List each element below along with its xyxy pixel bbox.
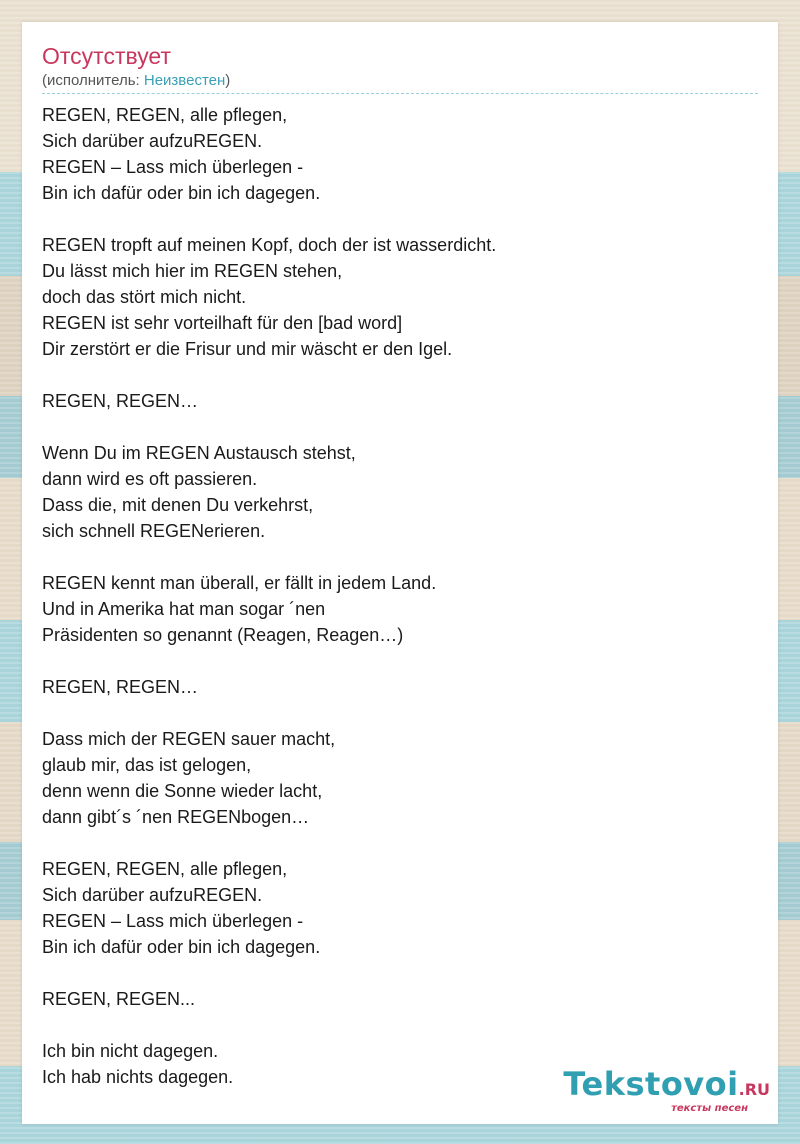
lyric-line: REGEN, REGEN, alle pflegen, [42, 859, 288, 879]
lyric-line: Ich hab nichts dagegen. [42, 1067, 234, 1087]
lyric-line [42, 414, 758, 440]
lyric-line: Und in Amerika hat man sogar ´nen [42, 599, 326, 619]
lyric-line: Du lässt mich hier im REGEN stehen, [42, 261, 343, 281]
title-divider [42, 93, 758, 94]
lyrics-card [22, 22, 778, 1124]
artist-suffix: ) [225, 72, 231, 89]
lyric-line: Wenn Du im REGEN Austausch stehst, [42, 443, 356, 463]
lyric-line: Präsidenten so genannt (Reagen, Reagen…) [42, 625, 404, 645]
lyric-line [42, 362, 758, 388]
lyric-line: Bin ich dafür oder bin ich dagegen. [42, 937, 321, 957]
lyric-line: Dass die, mit denen Du verkehrst, [42, 495, 314, 515]
lyric-line: Bin ich dafür oder bin ich dagegen. [42, 183, 321, 203]
lyric-line: REGEN – Lass mich überlegen - [42, 157, 304, 177]
lyric-line: REGEN, REGEN... [42, 989, 196, 1009]
artist-line [42, 72, 230, 90]
lyric-line: dann gibt´s ´nen REGENbogen… [42, 807, 310, 827]
lyric-line: dann wird es oft passieren. [42, 469, 258, 489]
site-logo[interactable] [563, 1067, 770, 1114]
lyric-line: REGEN – Lass mich überlegen - [42, 911, 304, 931]
lyric-line [42, 700, 758, 726]
lyric-line [42, 544, 758, 570]
lyric-line: Sich darüber aufzuREGEN. [42, 131, 263, 151]
logo-main-text: Tekstovoi [563, 1065, 739, 1103]
lyric-line: Ich bin nicht dagegen. [42, 1041, 219, 1061]
artist-link[interactable]: Неизвестен [143, 72, 226, 89]
lyric-line: glaub mir, das ist gelogen, [42, 755, 252, 775]
lyric-line [42, 206, 758, 232]
logo-wordmark [563, 1067, 770, 1107]
lyric-line: REGEN kennt man überall, er fällt in jedem Land. [42, 573, 437, 593]
logo-tagline: тексты песен [671, 1103, 748, 1114]
lyrics-body [42, 102, 758, 1090]
lyric-line [42, 830, 758, 856]
lyric-line: Dir zerstört er die Frisur und mir wäscht er den Igel. [42, 339, 453, 359]
lyric-line: Dass mich der REGEN sauer macht, [42, 729, 336, 749]
lyric-line [42, 1012, 758, 1038]
lyric-line: Sich darüber aufzuREGEN. [42, 885, 263, 905]
lyric-line: REGEN, REGEN, alle pflegen, [42, 105, 288, 125]
artist-prefix: (исполнитель: [42, 72, 144, 89]
song-title: Отсутствует [42, 43, 171, 69]
lyric-line: REGEN, REGEN… [42, 391, 199, 411]
lyric-line: denn wenn die Sonne wieder lacht, [42, 781, 323, 801]
lyric-line [42, 648, 758, 674]
lyric-line [42, 960, 758, 986]
logo-tld: .RU [738, 1080, 770, 1099]
lyric-line: REGEN, REGEN… [42, 677, 199, 697]
lyric-line: sich schnell REGENerieren. [42, 521, 266, 541]
lyric-line: REGEN tropft auf meinen Kopf, doch der ist wasserdicht. [42, 235, 497, 255]
lyric-line: doch das stört mich nicht. [42, 287, 247, 307]
lyric-line: REGEN ist sehr vorteilhaft für den [bad word] [42, 313, 403, 333]
